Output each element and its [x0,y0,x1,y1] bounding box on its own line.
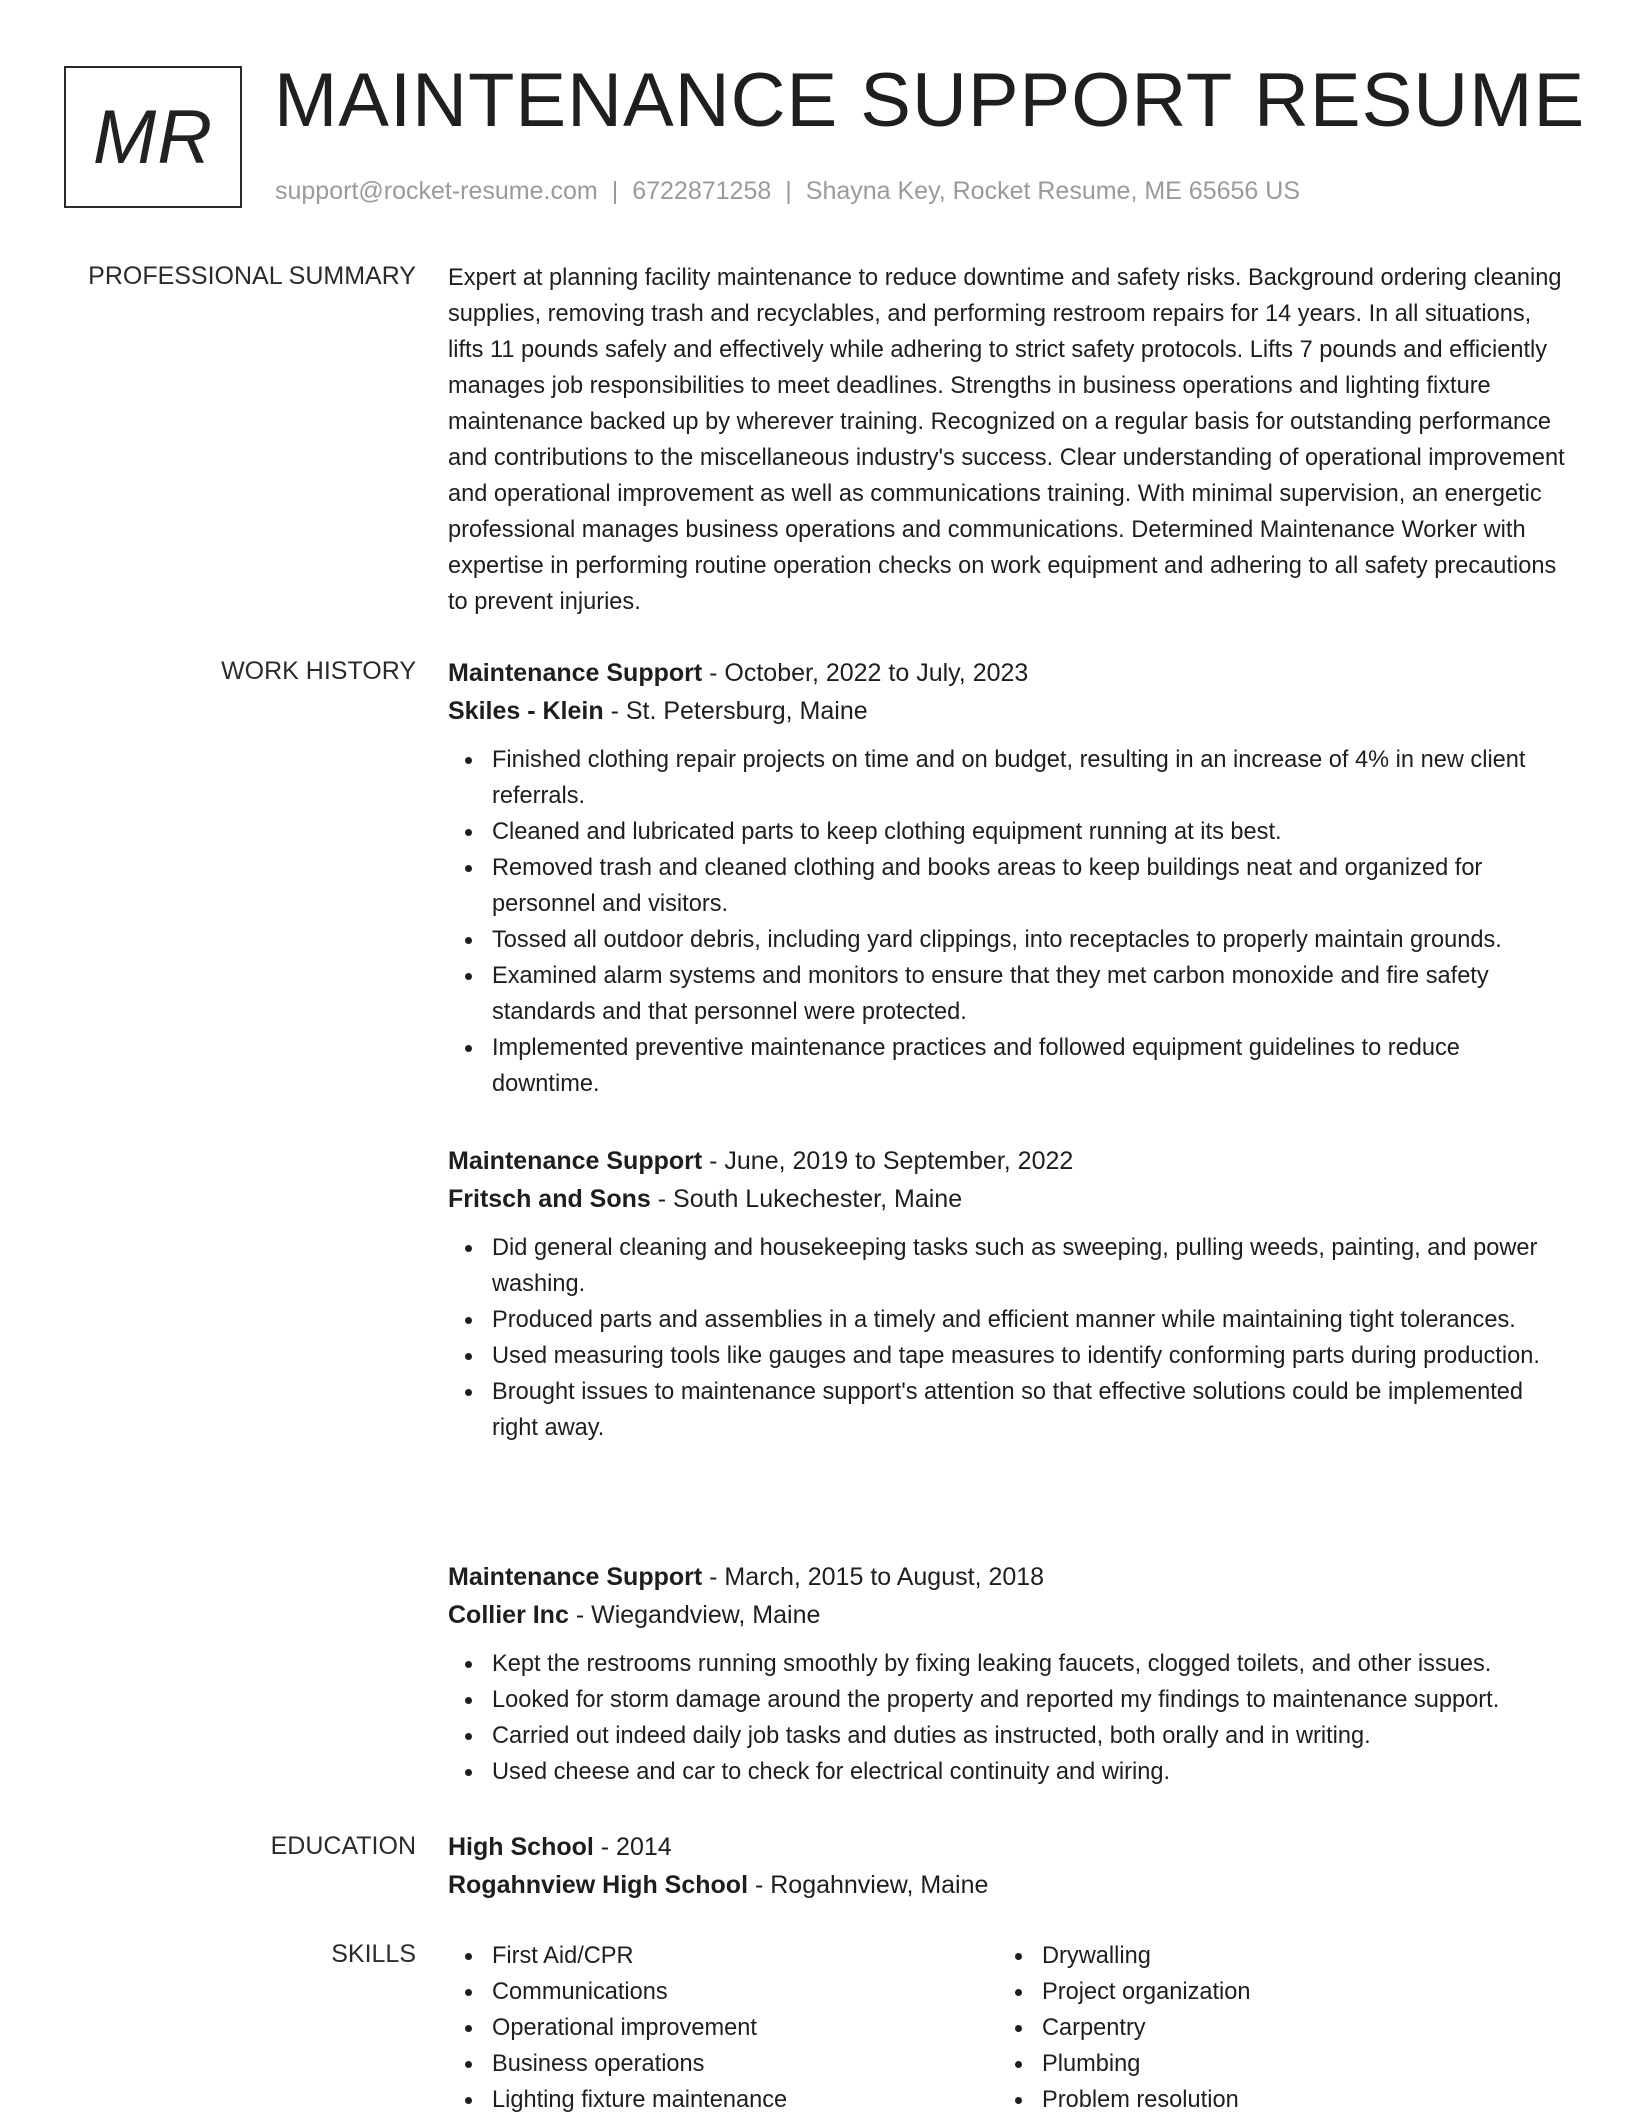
section-label-education: EDUCATION [270,1832,416,1860]
job-title-line [448,1142,1568,1180]
skill-item: Plumbing [1042,2046,1548,2082]
job-bullets [448,1646,1568,1790]
job-company-line [448,692,1568,730]
job-entry [448,654,1568,1102]
education-school: Rogahnview High School [448,1871,749,1899]
job-company: Skiles - Klein [448,697,604,725]
skill-item: Problem resolution [1042,2082,1548,2118]
job-bullet: Carried out indeed daily job tasks and duties as instructed, both orally and in writing. [492,1718,1568,1754]
job-dates: - October, 2022 to July, 2023 [702,659,1029,687]
section-label-summary: PROFESSIONAL SUMMARY [88,262,416,290]
job-bullet: Used cheese and car to check for electrical continuity and wiring. [492,1754,1568,1790]
job-title: Maintenance Support [448,1147,703,1175]
education-entry [448,1828,1568,1904]
education-year: - 2014 [593,1833,672,1861]
skills-list [448,1938,1568,2118]
education-location: - Rogahnview, Maine [748,1871,989,1899]
education-school-line [448,1866,1568,1904]
job-entry [448,1558,1568,1790]
skill-item: Operational improvement [492,2010,998,2046]
monogram-logo: MR [64,66,242,208]
job-location: - South Lukechester, Maine [650,1185,963,1213]
job-bullet: Tossed all outdoor debris, including yard clippings, into receptacles to properly maintain grounds. [492,922,1568,958]
contact-address: Shayna Key, Rocket Resume, ME 65656 US [805,177,1300,205]
contact-phone[interactable]: 6722871258 [632,177,772,205]
skills-bullets [998,1938,1548,2118]
job-bullet: Kept the restrooms running smoothly by fixing leaking faucets, clogged toilets, and other issues. [492,1646,1568,1682]
job-bullets [448,1230,1568,1446]
skills-column-left [448,1938,998,2118]
skill-item: Project organization [1042,1974,1548,2010]
job-title: Maintenance Support [448,659,703,687]
job-title-line [448,654,1568,692]
job-company: Fritsch and Sons [448,1185,651,1213]
job-bullet: Removed trash and cleaned clothing and books areas to keep buildings neat and organized for personnel and visitors. [492,850,1568,922]
job-bullet: Finished clothing repair projects on time and on budget, resulting in an increase of 4% in new client referrals. [492,742,1568,814]
contact-email[interactable]: support@rocket-resume.com [275,177,598,205]
job-title: Maintenance Support [448,1563,703,1591]
education-degree-line [448,1828,1568,1866]
job-bullet: Looked for storm damage around the property and reported my findings to maintenance support. [492,1682,1568,1718]
skill-item: Communications [492,1974,998,2010]
skill-item: First Aid/CPR [492,1938,998,1974]
section-label-skills: SKILLS [331,1940,416,1968]
contact-line [275,174,1300,208]
job-dates: - June, 2019 to September, 2022 [702,1147,1074,1175]
job-title-line [448,1558,1568,1596]
job-bullets [448,742,1568,1102]
job-location: - St. Petersburg, Maine [603,697,868,725]
skill-item: Business operations [492,2046,998,2082]
skill-item: Lighting fixture maintenance [492,2082,998,2118]
contact-separator: | [785,177,792,205]
job-bullet: Examined alarm systems and monitors to ensure that they met carbon monoxide and fire safety standards and that personnel were protected. [492,958,1568,1030]
section-label-work-history: WORK HISTORY [221,657,416,685]
job-bullet: Implemented preventive maintenance practices and followed equipment guidelines to reduce downtime. [492,1030,1568,1102]
job-entry [448,1142,1568,1446]
job-company: Collier Inc [448,1601,569,1629]
job-bullet: Did general cleaning and housekeeping tasks such as sweeping, pulling weeds, painting, and power washing. [492,1230,1568,1302]
job-company-line [448,1596,1568,1634]
skill-item: Drywalling [1042,1938,1548,1974]
job-location: - Wiegandview, Maine [568,1601,821,1629]
education-degree: High School [448,1833,594,1861]
job-bullet: Produced parts and assemblies in a timely and efficient manner while maintaining tight tolerances. [492,1302,1568,1338]
contact-separator: | [611,177,619,205]
skills-column-right [998,1938,1548,2118]
resume-title: MAINTENANCE SUPPORT RESUME [274,58,1586,143]
skills-bullets [448,1938,998,2118]
job-dates: - March, 2015 to August, 2018 [702,1563,1045,1591]
job-company-line [448,1180,1568,1218]
skill-item: Carpentry [1042,2010,1548,2046]
job-bullet: Cleaned and lubricated parts to keep clothing equipment running at its best. [492,814,1568,850]
job-bullet: Brought issues to maintenance support's attention so that effective solutions could be implemented right away. [492,1374,1568,1446]
summary-text: Expert at planning facility maintenance to reduce downtime and safety risks. Background ordering cleaning supplies, removing trash and recyclables, and performing restroom repairs for 14 years. In all situations, lifts 11 pounds safely and effectively while adhering to strict safety protocols. Lifts 7 pounds and efficiently manages job responsibilities to meet deadlines. Strengths in business operations and lighting fixture maintenance backed up by wherever training. Recognized on a regular basis for outstanding performance and contributions to the miscellaneous industry's success. Clear understanding of operational improvement and operational improvement as well as communications training. With minimal supervision, an energetic professional manages business operations and communications. Determined Maintenance Worker with expertise in performing routine operation checks on work equipment and adhering to all safety precautions to prevent injuries. [448,265,1565,615]
job-bullet: Used measuring tools like gauges and tape measures to identify conforming parts during production. [492,1338,1568,1374]
